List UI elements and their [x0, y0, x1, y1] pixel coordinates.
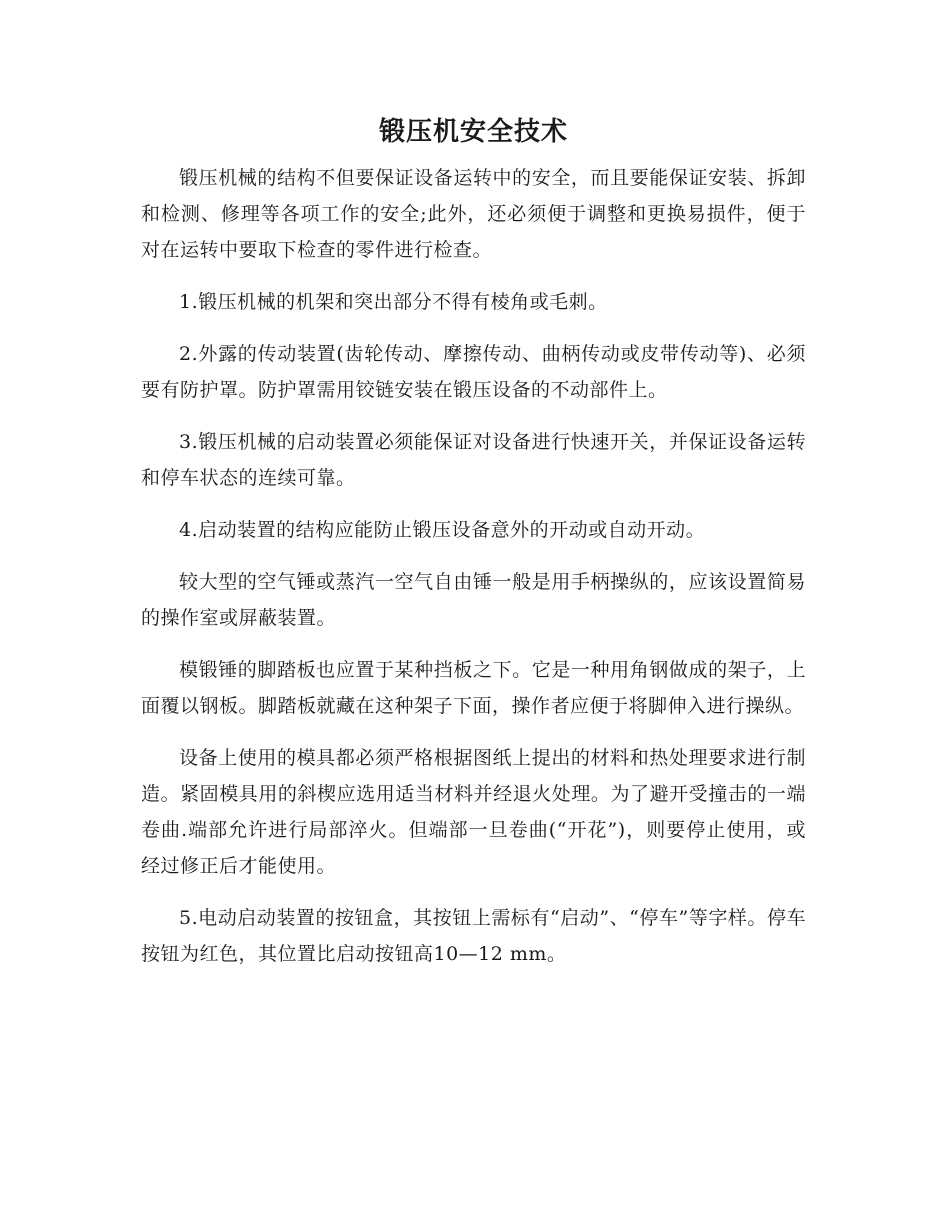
paragraph-item-3: 3.锻压机械的启动装置必须能保证对设备进行快速开关，并保证设备运转和停车状态的连续可靠。 [141, 431, 806, 489]
paragraph-intro: 锻压机械的结构不但要保证设备运转中的安全，而且要能保证安装、拆卸和检测、修理等各项工作的安全;此外，还必须便于调整和更换易损件，便于对在运转中要取下检查的零件进行检查。 [141, 167, 806, 261]
paragraph-pedal: 模锻锤的脚踏板也应置于某种挡板之下。它是一种用角钢做成的架子，上面覆以钢板。脚踏板就藏在这种架子下面，操作者应便于将脚伸入进行操纵。 [141, 659, 806, 717]
paragraph-item-4: 4.启动装置的结构应能防止锻压设备意外的开动或自动开动。 [179, 519, 706, 541]
paragraph-item-2: 2.外露的传动装置(齿轮传动、摩擦传动、曲柄传动或皮带传动等)、必须要有防护罩。防护罩需用铰链安装在锻压设备的不动部件上。 [141, 343, 806, 401]
document-body [141, 112, 806, 988]
paragraph-item-5: 5.电动启动装置的按钮盒，其按钮上需标有“启动”、“停车”等字样。停车按钮为红色，其位置比启动按钮高10—12 mm。 [141, 907, 806, 965]
paragraph-air-hammer: 较大型的空气锤或蒸汽一空气自由锤一般是用手柄操纵的，应该设置简易的操作室或屏蔽装置。 [141, 571, 806, 629]
paragraph-item-1: 1.锻压机械的机架和突出部分不得有棱角或毛刺。 [179, 291, 608, 313]
paragraph-molds: 设备上使用的模具都必须严格根据图纸上提出的材料和热处理要求进行制造。紧固模具用的斜楔应选用适当材料并经退火处理。为了避开受撞击的一端卷曲.端部允许进行局部淬火。但端部一旦卷曲(“开花”)，则要停止使用，或经过修正后才能使用。 [141, 747, 806, 877]
document-title: 锻压机安全技术 [378, 117, 568, 147]
